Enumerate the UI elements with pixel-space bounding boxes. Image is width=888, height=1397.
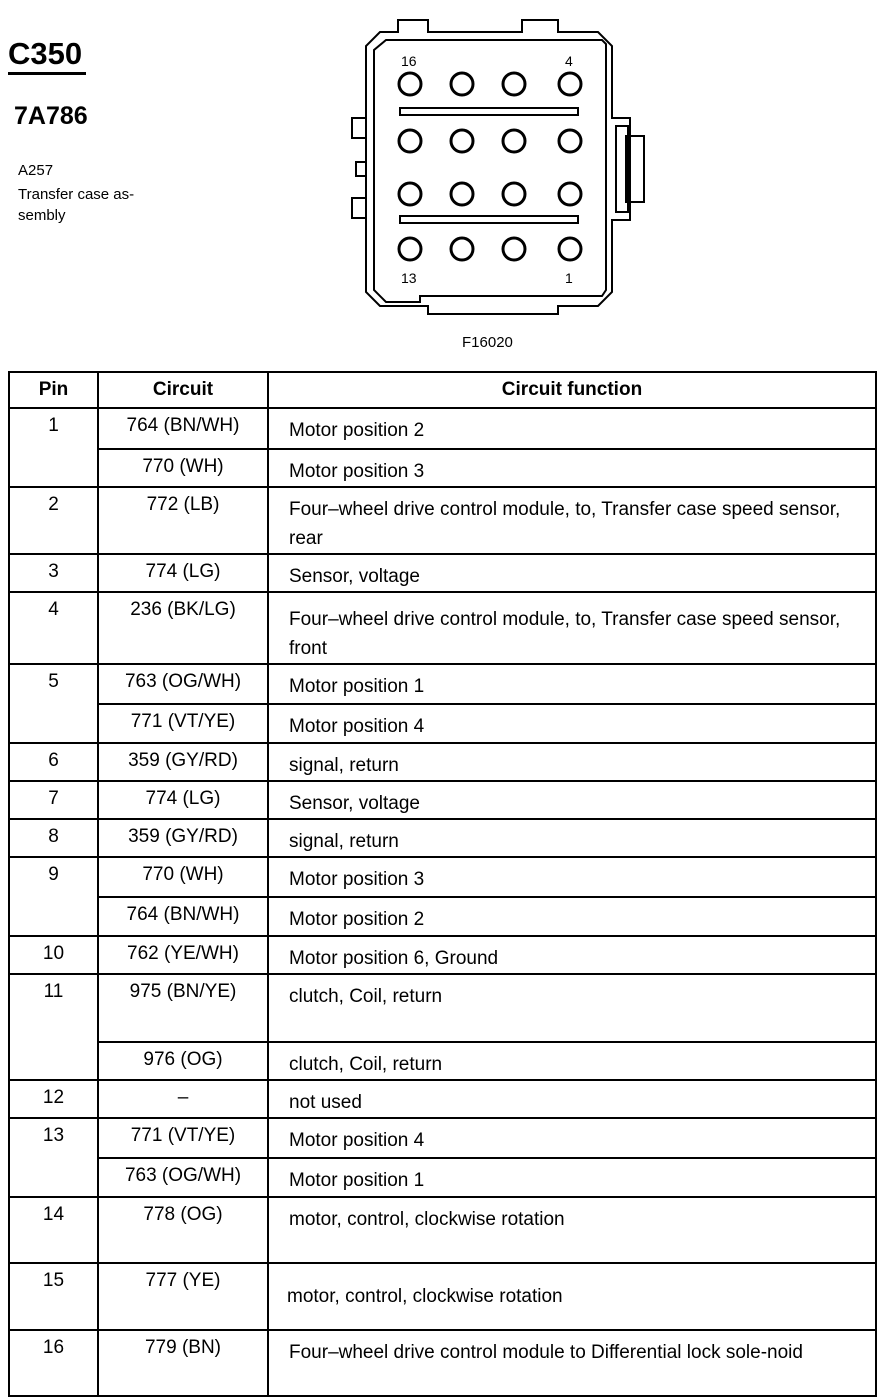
circuit-cell: 777 (YE)	[98, 1263, 268, 1330]
pin-cell: 1	[9, 408, 98, 487]
function-cell: Four–wheel drive control module to Differential lock sole-noid	[268, 1330, 876, 1396]
circuit-cell: 774 (LG)	[98, 554, 268, 592]
circuit-cell: 359 (GY/RD)	[98, 819, 268, 857]
left-latch-top	[352, 118, 366, 138]
table-row	[9, 1080, 876, 1118]
pin-label-13: 13	[401, 270, 417, 286]
pin-table	[8, 371, 877, 1397]
circuit-cell: 764 (BN/WH)	[98, 408, 268, 449]
circuit-cell: 779 (BN)	[98, 1330, 268, 1396]
table-row	[9, 1263, 876, 1330]
function-cell: signal, return	[268, 819, 876, 857]
function-cell: Motor position 4	[268, 1118, 876, 1158]
circuit-cell: 764 (BN/WH)	[98, 897, 268, 936]
function-cell: Motor position 1	[268, 664, 876, 704]
pin-cell: 11	[9, 974, 98, 1080]
circuit-cell: 763 (OG/WH)	[98, 1158, 268, 1197]
component-code: A257	[18, 162, 54, 179]
pin-cell: 10	[9, 936, 98, 974]
function-cell: Motor position 6, Ground	[268, 936, 876, 974]
circuit-cell: 770 (WH)	[98, 857, 268, 897]
pin-row-separator-bottom	[400, 216, 578, 223]
pin-cell: 3	[9, 554, 98, 592]
circuit-cell: 975 (BN/YE)	[98, 974, 268, 1042]
circuit-cell: 976 (OG)	[98, 1042, 268, 1080]
column-header-function: Circuit function	[268, 372, 876, 408]
circuit-cell: 771 (VT/YE)	[98, 704, 268, 743]
function-cell: motor, control, clockwise rotation	[268, 1197, 876, 1263]
left-latch-middle	[356, 162, 366, 176]
connector-id: C350	[8, 36, 86, 75]
pin-cavity	[399, 73, 421, 95]
function-cell: Motor position 2	[268, 897, 876, 936]
pin-label-1: 1	[565, 270, 573, 286]
circuit-cell: 762 (YE/WH)	[98, 936, 268, 974]
pin-cavity	[503, 238, 525, 260]
table-row	[9, 1118, 876, 1158]
circuit-cell: 778 (OG)	[98, 1197, 268, 1263]
pin-cell: 9	[9, 857, 98, 936]
pin-cavity	[399, 130, 421, 152]
table-row	[9, 1330, 876, 1396]
function-cell: clutch, Coil, return	[268, 1042, 876, 1080]
connector-face-diagram	[340, 10, 650, 320]
table-row	[9, 449, 876, 487]
column-header-circuit: Circuit	[98, 372, 268, 408]
circuit-cell: 771 (VT/YE)	[98, 1118, 268, 1158]
pin-cavity	[399, 238, 421, 260]
pin-label-16: 16	[401, 53, 417, 69]
function-cell: Four–wheel drive control module, to, Transfer case speed sensor, rear	[268, 487, 876, 554]
pin-cavity	[451, 238, 473, 260]
left-latch-bottom	[352, 198, 366, 218]
part-number: 7A786	[14, 102, 88, 130]
function-cell: Motor position 1	[268, 1158, 876, 1197]
pin-cavity	[399, 183, 421, 205]
function-cell: not used	[268, 1080, 876, 1118]
pin-row-separator-top	[400, 108, 578, 115]
pin-cell: 5	[9, 664, 98, 743]
table-row	[9, 936, 876, 974]
pin-cavity	[559, 130, 581, 152]
function-cell: Motor position 3	[268, 449, 876, 487]
pin-cell: 4	[9, 592, 98, 664]
connector-inner-shell	[374, 40, 606, 302]
pin-cell: 8	[9, 819, 98, 857]
table-row	[9, 664, 876, 704]
table-row	[9, 554, 876, 592]
function-cell: motor, control, clockwise rotation	[268, 1263, 876, 1330]
component-description: Transfer case as-sembly	[18, 186, 135, 224]
circuit-cell: –	[98, 1080, 268, 1118]
pin-cavity	[559, 183, 581, 205]
table-row	[9, 897, 876, 936]
pin-cell: 13	[9, 1118, 98, 1197]
circuit-cell: 770 (WH)	[98, 449, 268, 487]
function-cell: Motor position 2	[268, 408, 876, 449]
pin-cell: 14	[9, 1197, 98, 1263]
table-row	[9, 857, 876, 897]
pin-cell: 2	[9, 487, 98, 554]
circuit-cell: 359 (GY/RD)	[98, 743, 268, 781]
table-row	[9, 819, 876, 857]
pin-cell: 16	[9, 1330, 98, 1396]
table-row	[9, 1042, 876, 1080]
circuit-cell: 774 (LG)	[98, 781, 268, 819]
function-cell: Motor position 4	[268, 704, 876, 743]
pin-cavities	[399, 73, 581, 260]
function-cell: signal, return	[268, 743, 876, 781]
pin-cavity	[503, 73, 525, 95]
pin-cavity	[451, 130, 473, 152]
table-row	[9, 1197, 876, 1263]
circuit-cell: 772 (LB)	[98, 487, 268, 554]
pin-cavity	[451, 73, 473, 95]
pin-cell: 7	[9, 781, 98, 819]
circuit-cell: 763 (OG/WH)	[98, 664, 268, 704]
table-row	[9, 781, 876, 819]
function-cell: Motor position 3	[268, 857, 876, 897]
circuit-cell: 236 (BK/LG)	[98, 592, 268, 664]
pin-cell: 12	[9, 1080, 98, 1118]
function-cell: Four–wheel drive control module, to, Transfer case speed sensor, front	[268, 592, 876, 664]
function-cell: Sensor, voltage	[268, 554, 876, 592]
table-row	[9, 408, 876, 449]
pin-cell: 6	[9, 743, 98, 781]
pin-cavity	[559, 238, 581, 260]
table-row	[9, 743, 876, 781]
figure-id: F16020	[462, 334, 513, 351]
pin-cavity	[451, 183, 473, 205]
function-cell: Sensor, voltage	[268, 781, 876, 819]
table-row	[9, 487, 876, 554]
pin-cell: 15	[9, 1263, 98, 1330]
table-row	[9, 1158, 876, 1197]
pin-cavity	[559, 73, 581, 95]
function-cell: clutch, Coil, return	[268, 974, 876, 1042]
column-header-pin: Pin	[9, 372, 98, 408]
table-row	[9, 592, 876, 664]
table-row	[9, 704, 876, 743]
table-row	[9, 974, 876, 1042]
pin-label-4: 4	[565, 53, 573, 69]
pin-cavity	[503, 130, 525, 152]
pin-cavity	[503, 183, 525, 205]
